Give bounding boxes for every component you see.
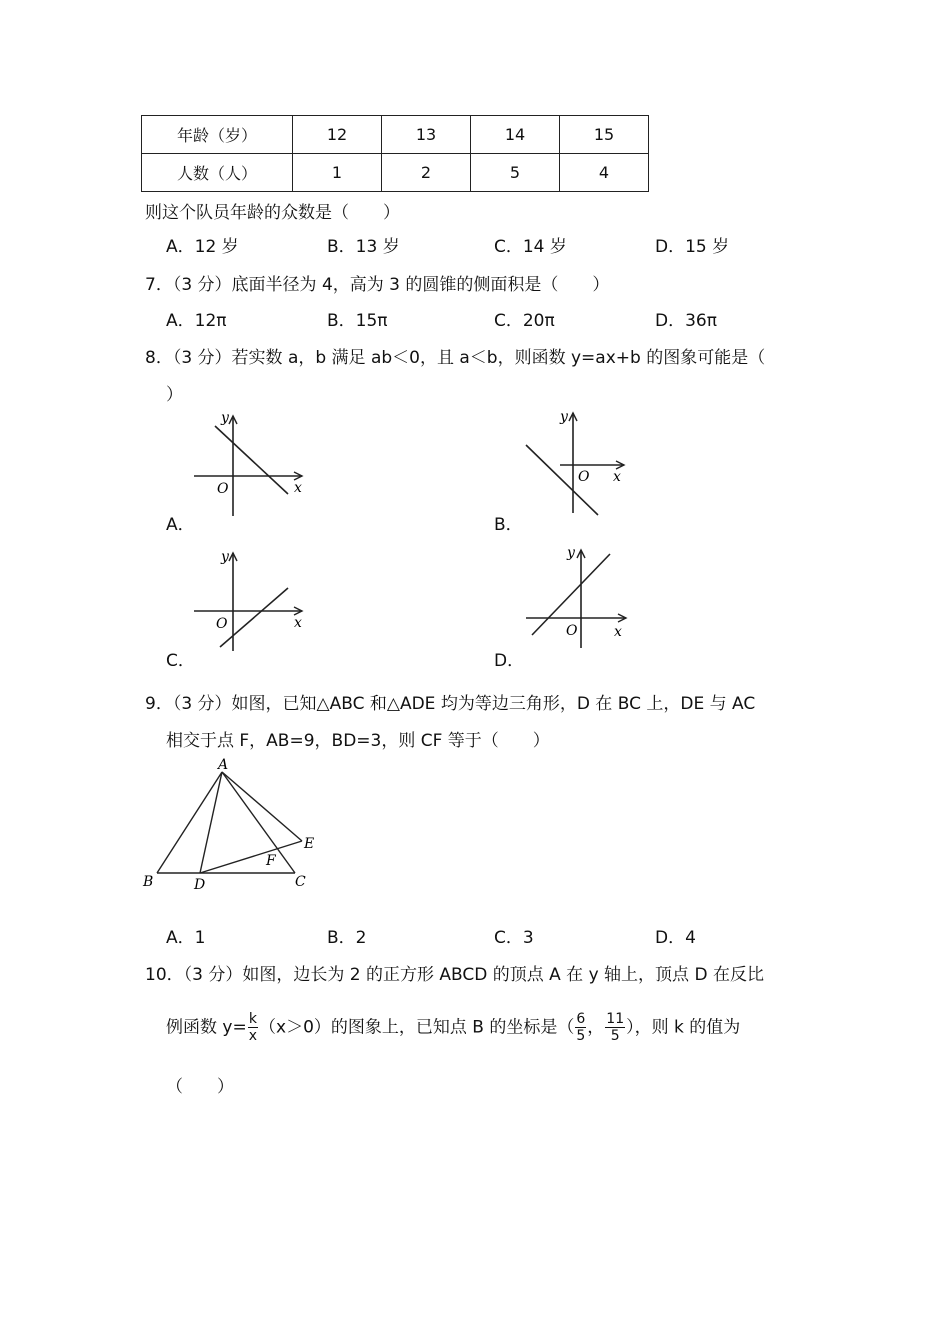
table-cell: 5 [471,154,560,192]
point-label-d: D [194,877,206,892]
age-table [141,115,649,192]
q6-stem: 则这个队员年龄的众数是（ ） [145,203,400,223]
q10-comma: ， [587,1017,605,1038]
fraction-denominator: x [248,1028,258,1044]
q8-graph-a [190,408,310,520]
q10-text-b: （x＞0）的图象上，已知点 B 的坐标是（ [259,1017,575,1038]
x-axis-label: x [613,469,621,485]
q8-option-a: A． [166,515,195,535]
q6-option-a: A．12 岁 [166,237,239,257]
fraction-numerator: k [248,1011,257,1027]
origin-label: O [217,481,229,497]
fraction-bx [575,1011,586,1044]
y-axis-label: y [221,549,229,565]
segment-ac [222,772,295,873]
q8-graph-c [190,545,310,657]
table-cell: 2 [382,154,471,192]
fraction-denominator: 5 [576,1028,586,1044]
q7-option-a: A．12π [166,311,227,331]
table-cell: 4 [560,154,649,192]
q10-stem-line2 [166,1011,740,1044]
q9-stem-line1: 9．（3 分）如图，已知△ABC 和△ADE 均为等边三角形，D 在 BC 上，DE 与 AC [145,694,756,714]
q8-option-d: D． [494,651,525,671]
point-label-e: E [304,836,315,852]
q7-stem: 7．（3 分）底面半径为 4，高为 3 的圆锥的侧面积是（ ） [145,275,610,295]
q10-text-c: ），则 k 的值为 [626,1017,741,1038]
fraction-numerator: 11 [606,1011,625,1027]
q10-text-a: 例函数 y= [166,1017,247,1038]
q7-option-c: C．20π [494,311,555,331]
table-cell: 13 [382,116,471,154]
q8-graph-d [520,542,640,652]
q9-option-c: C．3 [494,928,534,948]
y-axis-label: y [567,545,575,561]
q9-triangle-figure [140,752,330,892]
segment-de [200,841,302,873]
point-label-a: A [218,757,229,773]
table-cell: 14 [471,116,560,154]
q7-option-d: D．36π [655,311,717,331]
table-cell: 15 [560,116,649,154]
point-label-b: B [143,874,154,890]
q8-option-b: B． [494,515,523,535]
y-axis-label: y [560,409,568,425]
q10-stem-line3: （ ） [166,1077,234,1097]
table-row [142,116,649,154]
q7-option-b: B．15π [327,311,388,331]
origin-label: O [566,623,578,639]
q9-option-d: D．4 [655,928,696,948]
q6-option-d: D．15 岁 [655,237,730,257]
q8-stem-line2: ） [166,385,183,405]
table-header-count: 人数（人） [142,154,293,192]
table-cell: 1 [293,154,382,192]
function-line [220,588,288,647]
table-cell: 12 [293,116,382,154]
x-axis-label: x [294,480,302,496]
x-axis-label: x [614,624,622,640]
fraction-numerator: 6 [576,1011,586,1027]
q9-option-b: B．2 [327,928,367,948]
fraction-by [605,1011,625,1044]
point-label-f: F [266,853,276,869]
x-axis-label: x [294,615,302,631]
q6-option-c: C．14 岁 [494,237,567,257]
segment-ae [222,772,302,841]
q8-stem-line1: 8．（3 分）若实数 a，b 满足 ab＜0，且 a＜b，则函数 y=ax+b 的图象可能是（ [145,348,766,368]
segment-ab [157,772,222,873]
origin-label: O [216,616,228,632]
q10-stem-line1: 10．（3 分）如图，边长为 2 的正方形 ABCD 的顶点 A 在 y 轴上，顶点 D 在反比 [145,965,764,985]
table-row [142,154,649,192]
q9-option-a: A．1 [166,928,206,948]
point-label-c: C [295,874,306,890]
y-axis-label: y [221,410,229,426]
fraction-k-over-x [248,1011,258,1044]
segment-ad [200,772,222,873]
fraction-denominator: 5 [610,1028,620,1044]
origin-label: O [578,469,590,485]
q8-graph-b [520,405,640,520]
q6-option-b: B．13 岁 [327,237,400,257]
q8-option-c: C． [166,651,195,671]
q9-stem-line2: 相交于点 F，AB=9，BD=3，则 CF 等于（ ） [166,731,550,751]
table-header-age: 年龄（岁） [142,116,293,154]
